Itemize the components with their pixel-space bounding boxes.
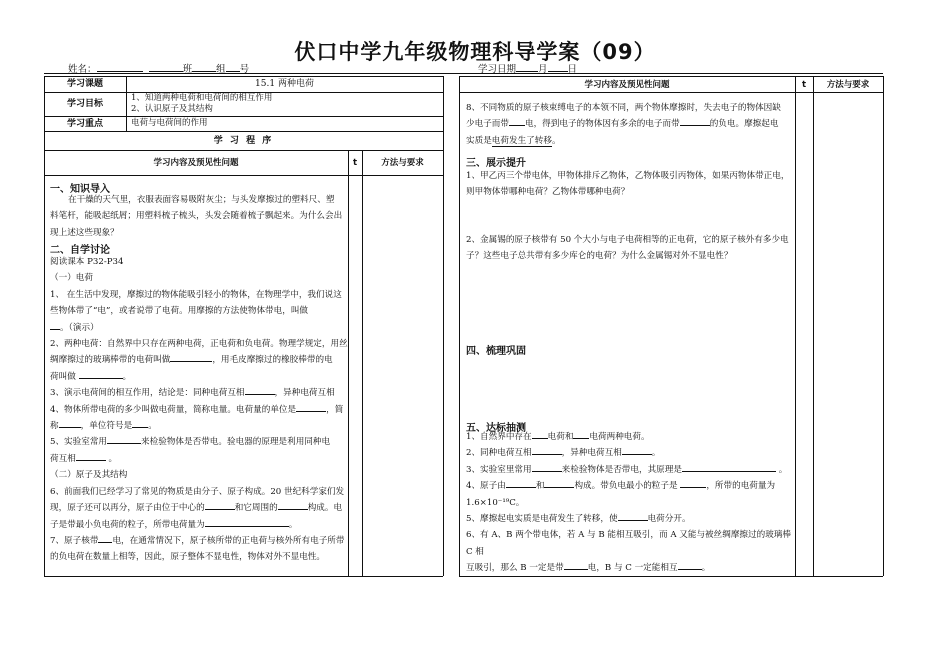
right-col-method-header: 方法与要求 [826, 80, 870, 90]
question-7-line: 7、原子核带 [50, 535, 99, 546]
class-label: 班 [182, 64, 193, 75]
topic-label: 学习课题 [66, 79, 103, 89]
test-6-line: 电，B 与 C 一定能相互 [587, 563, 678, 574]
month-label: 月 [538, 64, 548, 75]
question-6-line: 构成。电 [307, 503, 343, 514]
right-col-t-header: t [801, 80, 807, 90]
question-4-line: 称 [50, 421, 59, 432]
problem-2 [466, 232, 794, 265]
intro-line: 现上述这些现象？ [50, 227, 119, 238]
info-underline [44, 73, 883, 74]
question-8-line: 少电子而带 [466, 119, 509, 130]
topic-value: 15.1 两种电荷 [255, 79, 314, 89]
intro-paragraph [50, 192, 348, 241]
question-6-line: 和它周围的 [234, 503, 278, 514]
question-4-line: 4、物体所带电荷的多少叫做电荷量，简称电量。电荷量的单位是 [50, 404, 297, 415]
question-6-line: 6、前面我们已经学习了常见的物质是由分子、原子构成。20 世纪科学家们发 [50, 486, 345, 497]
section-show-improve: 三、展示提升 [466, 158, 526, 169]
focus-label: 学习重点 [66, 119, 103, 129]
test-5-line: 电荷分开。 [647, 514, 691, 525]
question-1-line: 1、 在生活中发现，摩擦过的物体能吸引轻小的物体，在物理学中，我们说这 [50, 289, 342, 300]
question-3-line: 3、演示电荷间的相互作用，结论是：同种电荷互相 [50, 388, 245, 399]
test-6-line: 。 [701, 563, 711, 574]
problem-2-line: 2、金属锡的原子核带有 50 个大小与电子电荷相等的正电荷，它的原子核外有多少电 [466, 235, 789, 245]
goal-item: 1、知道两种电荷和电荷间的相互作用 [131, 93, 273, 103]
test-1-line: 电荷和 [547, 432, 574, 442]
reading-instruction: 阅读课本 P32-P34 [50, 257, 124, 267]
col-method-header: 方法与要求 [381, 158, 424, 168]
test-3-line: 来检验物体是否带电，其原理是 [561, 464, 682, 475]
test-2-line: 。 [651, 448, 661, 459]
test-1-line: 电荷两种电荷。 [589, 432, 650, 442]
question-8-line: 实质是 [466, 135, 492, 146]
section-review: 四、梳理巩固 [466, 346, 526, 357]
question-3-line: ，异种电荷互相 [274, 388, 335, 399]
question-6-line: 现，原子还可以再分，原子由位于中心的 [50, 503, 205, 514]
question-5-line: 来检验物体是否带电。验电器的原理是利用同种电 [141, 437, 331, 448]
name-label: 姓名： [68, 64, 97, 75]
col-t-header: t [352, 158, 358, 168]
question-8 [466, 100, 794, 149]
question-5-line: 5、实验室常用 [50, 437, 108, 448]
test-3-line: 3、实验室里常用 [466, 464, 532, 475]
test-4-line: 和 [535, 481, 545, 492]
question-4-line: 。 [148, 421, 157, 432]
test-2-line: ，异种电荷互相 [561, 448, 622, 459]
question-8-line: 的负电。摩擦起电 [709, 119, 779, 130]
question-4-line: ，简 [326, 404, 344, 415]
question-8-line: 8、不同物质的原子核束缚电子的本领不同，两个物体摩擦时，失去电子的物体因缺 [466, 103, 781, 113]
question-7-line: 的负电荷在数量上相等，因此，原子整体不显电性，物体对外不显电性。 [50, 552, 326, 563]
program-label: 学 习 程 序 [213, 136, 274, 146]
question-7-line: 电，在通常情况下，原子核所带的正电荷与核外所有电子所带 [112, 535, 345, 546]
question-1-line: 。（演示） [60, 322, 99, 333]
question-8-line: 。 [551, 135, 561, 146]
question-2-line: 荷叫做 [50, 371, 76, 382]
intro-line: 料笔杆，能吸起纸屑；用塑料梳子梳头，头发会随着梳子飘起来。为什么会出 [50, 211, 343, 222]
self-study-content: 阅读课本 P32-P34 （一）电荷 1、 在生活中发现，摩擦过的物体能吸引轻小的物体，在物理学中，我们说这 些物体带了“电”，或者说带了电荷。用摩擦的方法使物体带电，叫做 。（演示） 2、两种电荷：自然界中只存在两种电荷，正电荷和负电荷。物理学规定，用丝 绸摩擦过的玻璃棒带的电荷叫做 ，用毛皮摩擦过的橡胶棒带的电 荷叫做 。 3、演示电荷间的相互作用，结论是：同种电荷互相 ，异种电荷互相 4、物体所带电荷的多少叫做电荷量，简称电量。电荷量的单位是 ，简 称 ，单位符号是 。 5、实验室常用 来检验物体是否带电。验电器的原理是利用同种电 荷互相 。 （二）原子及其结构 6、前面我们已经学习了常见的物质是由分子、原子构成。20 世纪科学家们发 现，原子还可以再分，原子由位于中心的 和它周围的 构成。电 子是带最小负电荷的粒子，所带电荷量为 。 7、原子核带 电，在通常情况下，原子核所带的正电荷与核外所有电子所带 的负电荷在数量上相等，因此，原子整体不显电性，物体对外不显电性。 [50, 254, 348, 566]
test-5-line: 5、摩擦起电实质是电荷发生了转移，使 [466, 514, 618, 525]
test-6-line: 6、有 A、B 两个带电体，若 A 与 B 能相互吸引，而 A 又能与被丝绸摩擦过的玻璃棒 C 相 [466, 530, 791, 557]
focus-value: 电荷与电荷间的作用 [131, 118, 208, 128]
question-5-line: 荷互相 [50, 453, 76, 464]
subsection-charge: （一）电荷 [50, 273, 93, 284]
intro-line: 在干燥的天气里，衣服表面容易吸附灰尘；与头发摩擦过的塑料尺、塑 [68, 195, 335, 205]
question-4-line: ，单位符号是 [80, 421, 133, 432]
test-4-line: 4、原子由 [466, 481, 506, 492]
subsection-atom: （二）原子及其结构 [50, 470, 128, 481]
test-2-line: 2、同种电荷互相 [466, 448, 532, 459]
col-content-header: 学习内容及预见性问题 [153, 158, 239, 168]
test-1-line: 1、自然界中存在 [466, 432, 532, 442]
section-self-study: 二、自学讨论 [50, 245, 110, 256]
question-2-line: ，用毛皮摩擦过的橡胶棒带的电 [212, 355, 333, 366]
test-3-line: 。 [778, 464, 788, 475]
problem-1-line: 则甲物体带哪种电荷？乙物体带哪种电荷？ [466, 187, 630, 198]
date-label: 学习日期 [478, 64, 517, 75]
question-8-line: 电荷发生了转移 [491, 135, 552, 146]
number-label: 号 [239, 64, 250, 75]
problem-1 [466, 168, 794, 201]
test-questions [466, 429, 794, 577]
question-1-line: 些物体带了“电”，或者说带了电荷。用摩擦的方法使物体带电，叫做 [50, 306, 309, 317]
question-6-line: 子是带最小负电荷的粒子，所带电荷量为 [50, 519, 205, 530]
question-8-line: 电，得到电子的物体因有多余的电子而带 [524, 119, 680, 130]
goal-item: 2、认识原子及其结构 [131, 104, 213, 114]
test-4-line: 1.6×10⁻¹⁹C。 [466, 497, 525, 508]
day-label: 日 [567, 64, 578, 75]
section-test: 五、达标抽测 [466, 423, 526, 434]
group-label: 组 [216, 64, 226, 75]
test-4-line: ，所带的电荷量为 [706, 481, 776, 492]
question-2-line: 2、两种电荷：自然界中只存在两种电荷，正电荷和负电荷。物理学规定，用丝 [50, 339, 348, 350]
test-4-line: 构成。带负电最小的粒子是 [574, 481, 678, 492]
goals-label: 学习目标 [66, 99, 103, 109]
page-title: 伏口中学九年级物理科导学案（09） [294, 40, 656, 64]
goals-list [131, 93, 441, 115]
problem-1-line: 1、甲乙丙三个带电体，甲物体排斥乙物体，乙物体吸引丙物体，如果丙物体带正电， [466, 171, 790, 181]
problem-2-line: 子？这些电子总共带有多少库仑的电荷？为什么金属锡对外不显电性？ [466, 251, 733, 262]
right-col-content-header: 学习内容及预见性问题 [584, 80, 670, 90]
section-knowledge-intro: 一、知识导入 [50, 184, 110, 195]
test-6-line: 互吸引，那么 B 一定是带 [466, 563, 564, 574]
question-2-line: 绸摩擦过的玻璃棒带的电荷叫做 [50, 355, 171, 366]
